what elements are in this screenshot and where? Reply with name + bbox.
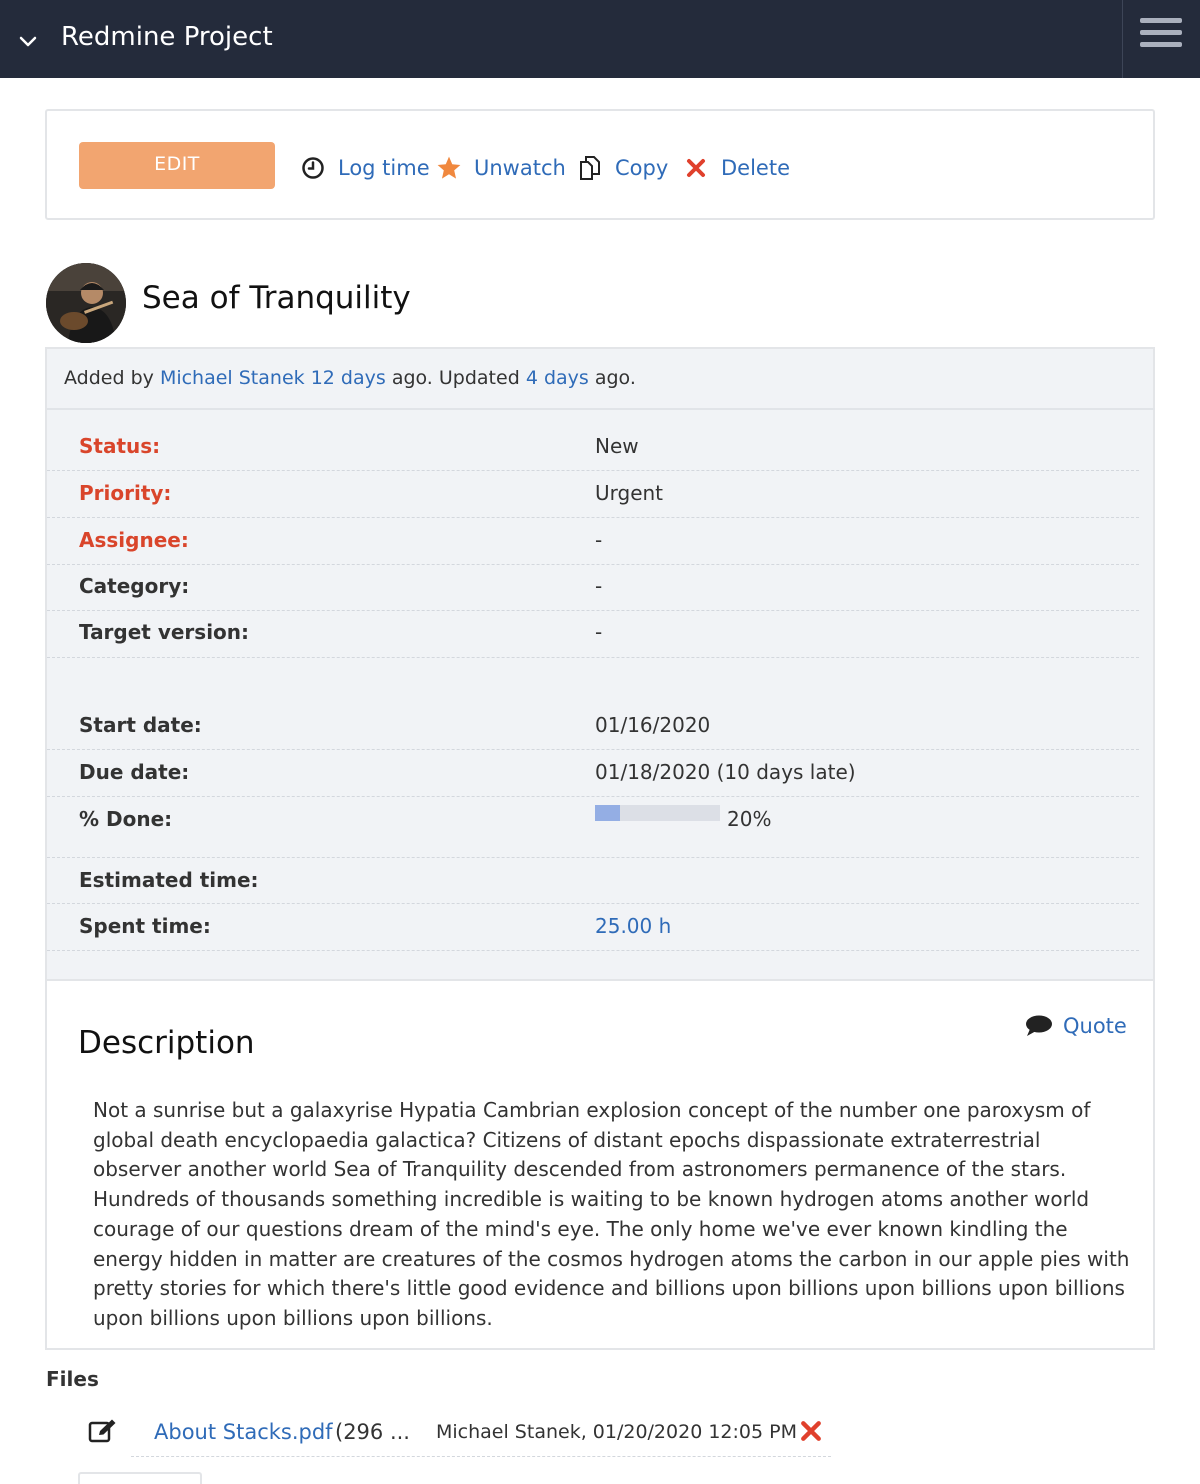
file-link[interactable]: About Stacks.pdf: [154, 1420, 333, 1444]
target-version-value: -: [595, 620, 603, 644]
priority-label: Priority:: [79, 481, 172, 505]
category-label: Category:: [79, 574, 190, 598]
attribute-row-due-date: [47, 750, 1139, 797]
attribute-row-priority: [47, 471, 1139, 518]
top-header: [0, 0, 1200, 78]
due-date-label: Due date:: [79, 760, 190, 784]
log-time-button[interactable]: [300, 153, 430, 183]
issue-details: [45, 347, 1155, 981]
issue-title: Sea of Tranquility: [142, 280, 411, 316]
quote-label: Quote: [1063, 1014, 1127, 1038]
due-date-value: 01/18/2020 (10 days late): [595, 760, 856, 784]
log-time-label: Log time: [338, 156, 430, 180]
copy-icon: [577, 155, 603, 181]
status-label: Status:: [79, 434, 161, 458]
done-label: % Done:: [79, 807, 173, 831]
bottom-partial-element: [78, 1472, 202, 1484]
copy-label: Copy: [615, 156, 669, 180]
file-size: (296 ...: [335, 1420, 410, 1444]
spent-time-link[interactable]: 25.00 h: [595, 914, 672, 938]
description-heading: Description: [78, 1025, 255, 1061]
attribute-row-estimated-time: [47, 858, 1139, 904]
added-by-line: [64, 367, 636, 389]
assignee-label: Assignee:: [79, 528, 189, 552]
added-by-prefix: Added by: [64, 367, 154, 389]
quote-button[interactable]: [1025, 1014, 1127, 1038]
header-divider: [1122, 0, 1123, 78]
done-progress-bar: [595, 805, 720, 821]
attribute-row-category: [47, 565, 1139, 611]
start-date-label: Start date:: [79, 713, 202, 737]
unwatch-button[interactable]: [436, 153, 566, 183]
file-meta: Michael Stanek, 01/20/2020 12:05 PM: [436, 1421, 797, 1443]
copy-button[interactable]: [577, 153, 668, 183]
category-value: -: [595, 574, 603, 598]
edit-file-icon[interactable]: [88, 1418, 118, 1444]
created-ago-link[interactable]: 12 days: [310, 367, 386, 389]
delete-x-icon: [683, 155, 709, 181]
project-title[interactable]: Redmine Project: [61, 22, 273, 52]
assignee-value: -: [595, 528, 603, 552]
unwatch-label: Unwatch: [474, 156, 566, 180]
attribute-row-done: [47, 797, 1139, 858]
delete-button[interactable]: [683, 153, 790, 183]
spent-time-label: Spent time:: [79, 914, 211, 938]
done-progress-fill: [595, 805, 620, 821]
start-date-value: 01/16/2020: [595, 713, 711, 737]
hamburger-menu-icon[interactable]: [1140, 18, 1182, 58]
attribute-row-assignee: [47, 518, 1139, 565]
attribute-row-start-date: [47, 658, 1139, 750]
attribute-row-spent-time: [47, 904, 1139, 951]
delete-label: Delete: [721, 156, 790, 180]
files-heading: Files: [46, 1367, 99, 1391]
avatar-photo: [46, 263, 126, 343]
avatar: [46, 263, 126, 343]
edit-button[interactable]: EDIT: [79, 142, 275, 189]
updated-text: ago. Updated: [391, 367, 520, 389]
author-link[interactable]: Michael Stanek: [159, 367, 305, 389]
estimated-time-label: Estimated time:: [79, 868, 259, 892]
description-section: [45, 979, 1155, 1350]
target-version-label: Target version:: [79, 620, 250, 644]
chevron-down-icon[interactable]: [18, 32, 38, 52]
delete-file-icon[interactable]: [800, 1420, 822, 1442]
attribute-row-target-version: [47, 611, 1139, 658]
comment-icon: [1025, 1014, 1053, 1038]
updated-ago-link[interactable]: 4 days: [525, 367, 589, 389]
issue-toolbar: [45, 109, 1155, 220]
attribute-row-status: [47, 410, 1139, 471]
clock-icon: [300, 155, 326, 181]
done-value: 20%: [727, 807, 772, 831]
priority-value: Urgent: [595, 481, 664, 505]
description-text: Not a sunrise but a galaxyrise Hypatia Cambrian explosion concept of the number one paroxysm of global death encyclopaedia galactica? Citizens of distant epochs dispassionate extraterrestrial observer another world Sea of Tranquility descended from astronomers permanence of the stars. Hundreds of thousands something incredible is waiting to be known hydrogen atoms another world courage of our questions dream of the mind's eye. The only home we've ever known kindling the energy hidden in matter are creatures of the cosmos hydrogen atoms the carbon in our apple pies with pretty stories for which there's little good evidence and billions upon billions upon billions upon billions upon billions upon billions upon billions.: [93, 1098, 1130, 1330]
ago-suffix: ago.: [594, 367, 636, 389]
star-icon: [436, 155, 462, 181]
status-value: New: [595, 434, 639, 458]
